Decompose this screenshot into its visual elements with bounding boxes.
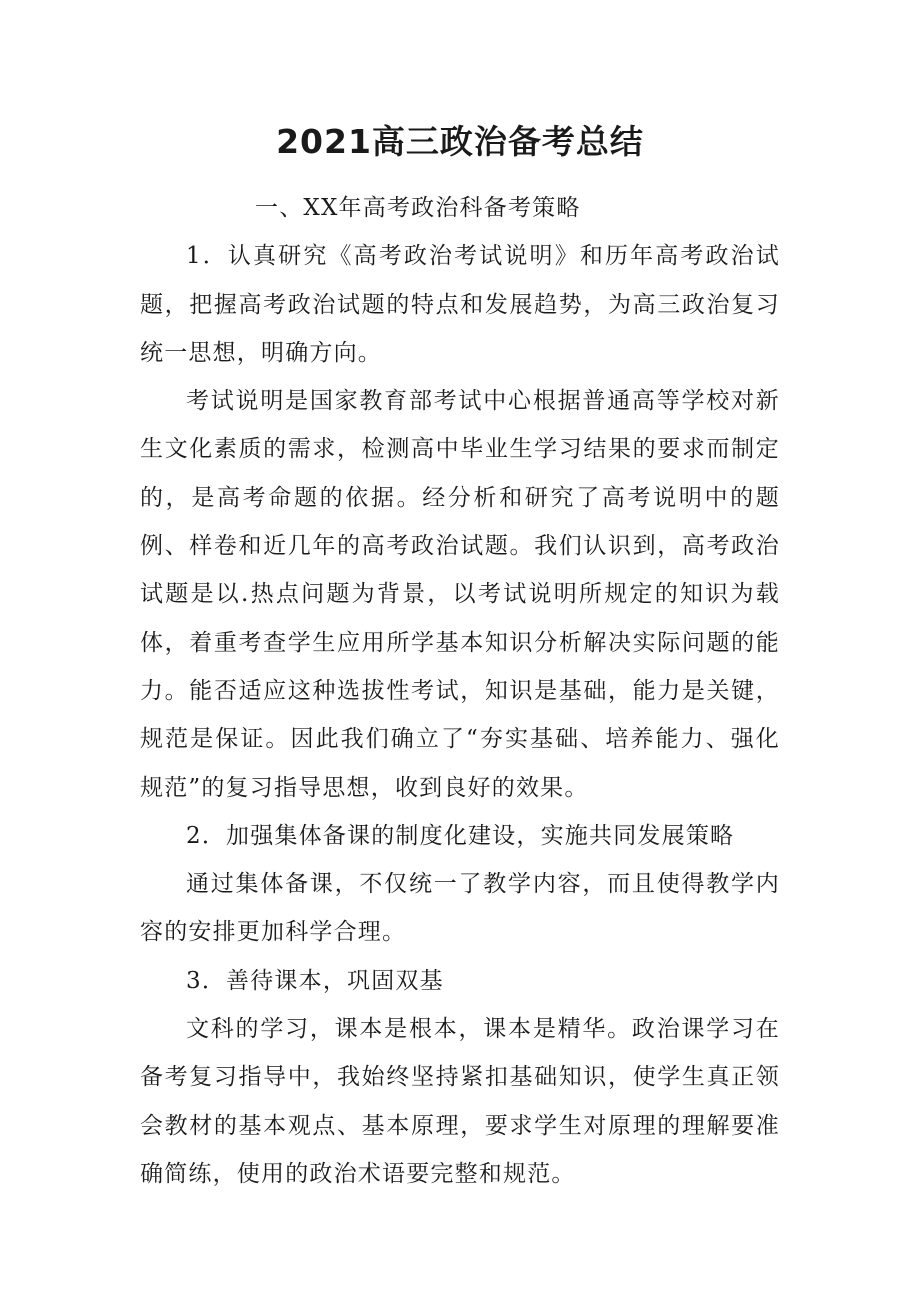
subheading-3: 3．善待课本，巩固双基 bbox=[186, 967, 444, 994]
subheading-1: 1．认真研究《高考政治考试说明》和历年高考政治试题，把握高考政治试题的特点和发展趋势，为高三政治复习统一思想，明确方向。 bbox=[140, 243, 780, 366]
document-title: 2021高三政治备考总结 bbox=[276, 122, 644, 161]
paragraph-group-prep: 通过集体备课，不仅统一了教学内容，而且使得教学内容的安排更加科学合理。 bbox=[140, 871, 780, 946]
section-heading-1: 一、XX年高考政治科备考策略 bbox=[255, 195, 581, 221]
document-body bbox=[140, 184, 780, 1198]
paragraph-exam-guide: 考试说明是国家教育部考试中心根据普通高等学校对新生文化素质的需求，检测高中毕业生学习结果的要求而制定的，是高考命题的依据。经分析和研究了高考说明中的题例、样卷和近几年的高考政治试题。我们认识到，高考政治试题是以.热点问题为背景，以考试说明所规定的知识为载体，着重考查学生应用所学基本知识分析解决实际问题的能力。能否适应这种选拔性考试，知识是基础，能力是关键，规范是保证。因此我们确立了“夯实基础、培养能力、强化规范”的复习指导思想，收到良好的效果。 bbox=[140, 388, 780, 801]
paragraph-textbook: 文科的学习，课本是根本，课本是精华。政治课学习在备考复习指导中，我始终坚持紧扣基础知识，使学生真正领会教材的基本观点、基本原理，要求学生对原理的理解要准确简练，使用的政治术语要完整和规范。 bbox=[140, 1016, 780, 1187]
subheading-2: 2．加强集体备课的制度化建设，实施共同发展策略 bbox=[186, 822, 735, 849]
